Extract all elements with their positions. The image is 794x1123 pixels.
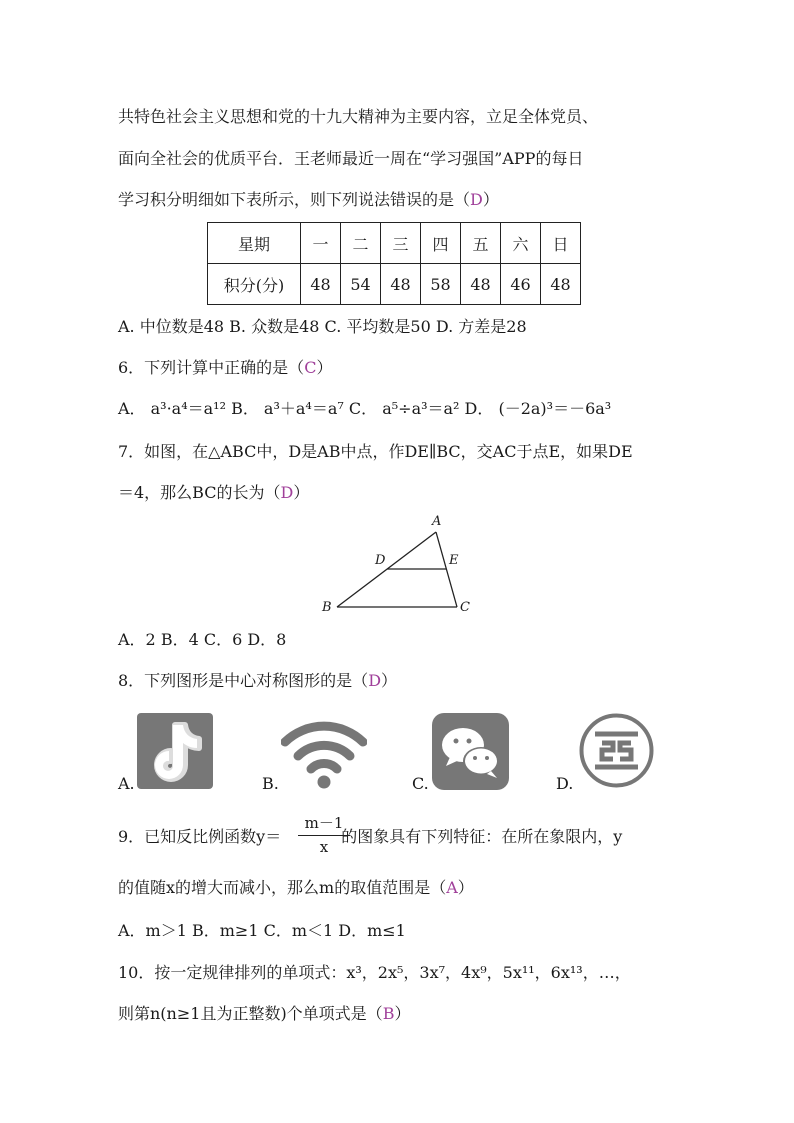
wifi-icon — [281, 712, 367, 790]
label-b: B — [322, 600, 332, 615]
q5-line-1: 共特色社会主义思想和党的十九大精神为主要内容，立足全体党员、 — [118, 107, 599, 126]
q9-answer: A — [446, 878, 458, 897]
q10-paren: ） — [394, 1004, 411, 1023]
q8-option-c-label: C. — [412, 774, 429, 793]
q8-stem: 8．下列图形是中心对称图形的是（ — [118, 671, 369, 690]
table-day: 三 — [381, 223, 421, 264]
table-day: 一 — [301, 223, 341, 264]
q9-options: A．m＞1 B．m≥1 C．m＜1 D．m≤1 — [118, 921, 406, 940]
table-score: 48 — [541, 264, 581, 305]
q5-paren: ） — [482, 190, 499, 209]
table-header-label: 星期 — [208, 223, 301, 264]
q5-stem: 学习积分明细如下表所示，则下列说法错误的是（ — [118, 190, 471, 209]
q6-answer: C — [304, 358, 317, 377]
q6-paren: ） — [316, 358, 333, 377]
table-day: 五 — [461, 223, 501, 264]
q8-option-a-label: A. — [118, 774, 135, 793]
q8-paren: ） — [381, 671, 398, 690]
bank-logo-icon — [578, 712, 655, 789]
label-e: E — [449, 553, 459, 568]
table-score: 58 — [421, 264, 461, 305]
table-row-label: 积分(分) — [208, 264, 301, 305]
table-score: 48 — [301, 264, 341, 305]
fraction-numerator: m－1 — [304, 814, 344, 832]
q9-stem-2: 的值随x的增大而减小，那么m的取值范围是（ — [118, 878, 447, 897]
q5-line-2: 面向全社会的优质平台．王老师最近一周在“学习强国”APP的每日 — [118, 149, 584, 168]
q9-stem-start: 9．已知反比例函数y＝ — [118, 827, 282, 846]
q8-option-b-label: B. — [262, 774, 279, 793]
chat-bubbles-icon — [432, 713, 509, 790]
q7-stem: ＝4，那么BC的长为（ — [118, 483, 281, 502]
table-day: 四 — [421, 223, 461, 264]
q9-stem-rest: 的图象具有下列特征：在所在象限内，y — [341, 827, 623, 846]
table-day: 六 — [501, 223, 541, 264]
label-d: D — [375, 553, 386, 568]
q6-stem: 6．下列计算中正确的是（ — [118, 358, 305, 377]
tiktok-icon — [137, 713, 213, 789]
q7-line-1: 7．如图，在△ABC中，D是AB中点，作DE∥BC，交AC于点E，如果DE — [118, 442, 633, 461]
table-score: 54 — [341, 264, 381, 305]
fraction — [296, 812, 352, 856]
table-score: 46 — [501, 264, 541, 305]
q8-answer: D — [368, 671, 382, 690]
fraction-bar — [298, 835, 350, 836]
q10-line-2 — [118, 1003, 410, 1025]
table-day: 日 — [541, 223, 581, 264]
q8-stem-line — [118, 670, 397, 692]
q6-options: A． a³·a⁴＝a¹² B． a³＋a⁴＝a⁷ C． a⁵÷a³＝a² D． (－2a)³＝－6a³ — [118, 399, 612, 418]
label-a: A — [432, 514, 442, 529]
q7-options: A．2 B．4 C．6 D．8 — [118, 630, 287, 649]
fraction-denominator: x — [319, 838, 329, 856]
q7-paren: ） — [293, 483, 310, 502]
table-score: 48 — [381, 264, 421, 305]
q9-paren: ） — [457, 878, 474, 897]
q10-answer: B — [382, 1004, 395, 1023]
q5-options: A. 中位数是48 B. 众数是48 C. 平均数是50 D. 方差是28 — [118, 317, 527, 336]
q10-line-1: 10．按一定规律排列的单项式：x³，2x⁵，3x⁷，4x⁹，5x¹¹，6x¹³，…， — [118, 963, 631, 982]
q5-answer: D — [470, 190, 483, 209]
q7-answer: D — [280, 483, 294, 502]
q9-line-1 — [118, 826, 622, 848]
table-score: 48 — [461, 264, 501, 305]
table-day: 二 — [341, 223, 381, 264]
q9-line-2 — [118, 877, 474, 899]
q10-stem: 则第n(n≥1且为正整数)个单项式是（ — [118, 1004, 383, 1023]
q8-option-d-label: D. — [556, 774, 574, 793]
label-c: C — [460, 600, 470, 615]
